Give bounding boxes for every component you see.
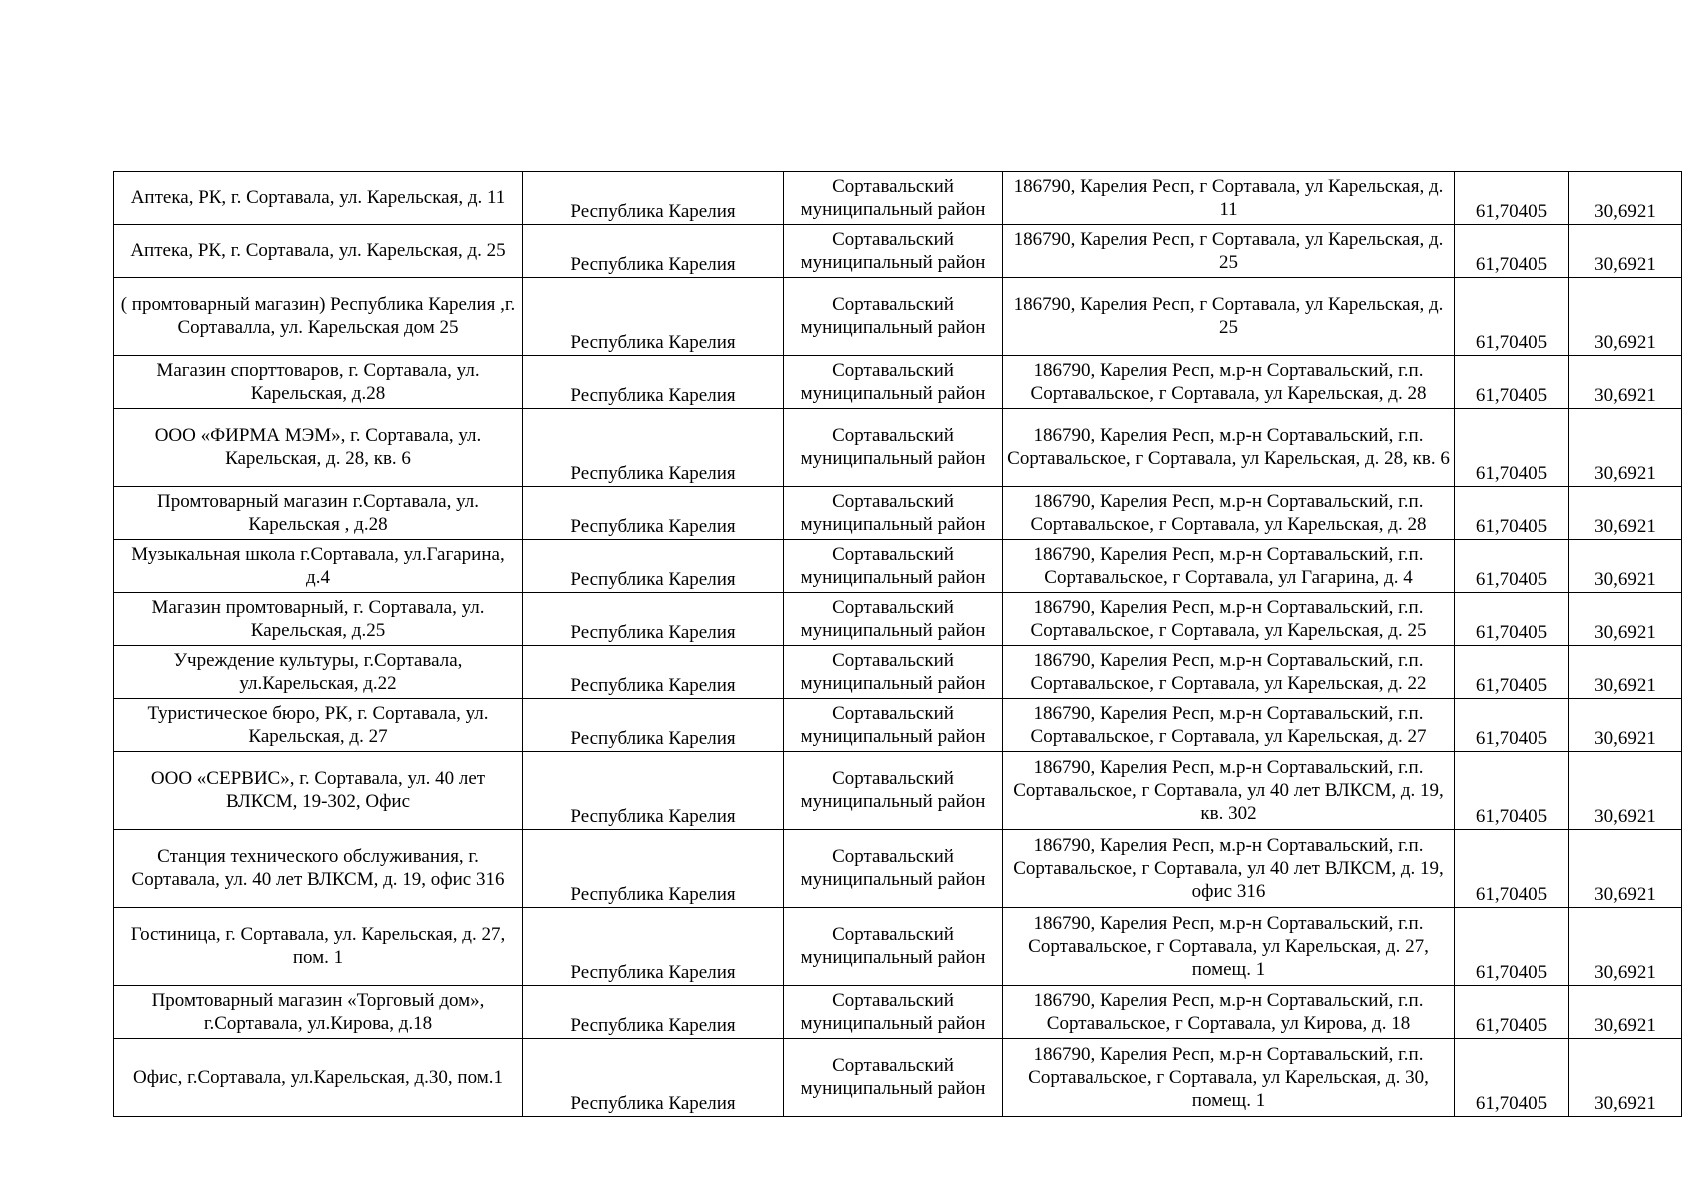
table-row bbox=[114, 830, 1682, 908]
data-table bbox=[113, 171, 1682, 1117]
address-cell: 186790, Карелия Респ, г Сортавала, ул Карельская, д. 25 bbox=[1003, 278, 1455, 356]
object-name-cell: Магазин спорттоваров, г. Сортавала, ул. Карельская, д.28 bbox=[114, 356, 523, 409]
region-cell: Республика Карелия bbox=[523, 487, 784, 540]
longitude-cell: 30,6921 bbox=[1569, 409, 1682, 487]
region-cell: Республика Карелия bbox=[523, 646, 784, 699]
region-cell: Республика Карелия bbox=[523, 699, 784, 752]
address-cell: 186790, Карелия Респ, м.р-н Сортавальский, г.п. Сортавальское, г Сортавала, ул Карельская, д. 28 bbox=[1003, 487, 1455, 540]
address-cell: 186790, Карелия Респ, г Сортавала, ул Карельская, д. 25 bbox=[1003, 225, 1455, 278]
address-cell: 186790, Карелия Респ, м.р-н Сортавальский, г.п. Сортавальское, г Сортавала, ул Гагарина, д. 4 bbox=[1003, 540, 1455, 593]
district-cell: Сортавальский муниципальный район bbox=[784, 646, 1003, 699]
longitude-cell: 30,6921 bbox=[1569, 830, 1682, 908]
table-row bbox=[114, 409, 1682, 487]
longitude-cell: 30,6921 bbox=[1569, 225, 1682, 278]
address-cell: 186790, Карелия Респ, м.р-н Сортавальский, г.п. Сортавальское, г Сортавала, ул 40 лет ВЛКСМ, д. 19, офис 316 bbox=[1003, 830, 1455, 908]
longitude-cell: 30,6921 bbox=[1569, 278, 1682, 356]
object-name-cell: ( промтоварный магазин) Республика Карелия ,г. Сортавалла, ул. Карельская дом 25 bbox=[114, 278, 523, 356]
address-cell: 186790, Карелия Респ, м.р-н Сортавальский, г.п. Сортавальское, г Сортавала, ул Карельская, д. 28 bbox=[1003, 356, 1455, 409]
latitude-cell: 61,70405 bbox=[1455, 699, 1569, 752]
address-cell: 186790, Карелия Респ, м.р-н Сортавальский, г.п. Сортавальское, г Сортавала, ул Карельская, д. 22 bbox=[1003, 646, 1455, 699]
object-name-cell: Станция технического обслуживания, г. Сортавала, ул. 40 лет ВЛКСМ, д. 19, офис 316 bbox=[114, 830, 523, 908]
object-name-cell: Промтоварный магазин «Торговый дом», г.Сортавала, ул.Кирова, д.18 bbox=[114, 986, 523, 1039]
table-row bbox=[114, 699, 1682, 752]
latitude-cell: 61,70405 bbox=[1455, 830, 1569, 908]
latitude-cell: 61,70405 bbox=[1455, 278, 1569, 356]
table-row bbox=[114, 278, 1682, 356]
table-row bbox=[114, 986, 1682, 1039]
latitude-cell: 61,70405 bbox=[1455, 908, 1569, 986]
region-cell: Республика Карелия bbox=[523, 540, 784, 593]
table-row bbox=[114, 356, 1682, 409]
address-cell: 186790, Карелия Респ, м.р-н Сортавальский, г.п. Сортавальское, г Сортавала, ул Карельская, д. 27 bbox=[1003, 699, 1455, 752]
latitude-cell: 61,70405 bbox=[1455, 487, 1569, 540]
object-name-cell: Аптека, РК, г. Сортавала, ул. Карельская, д. 11 bbox=[114, 172, 523, 225]
longitude-cell: 30,6921 bbox=[1569, 752, 1682, 830]
table-row bbox=[114, 172, 1682, 225]
longitude-cell: 30,6921 bbox=[1569, 986, 1682, 1039]
address-cell: 186790, Карелия Респ, м.р-н Сортавальский, г.п. Сортавальское, г Сортавала, ул Карельская, д. 25 bbox=[1003, 593, 1455, 646]
district-cell: Сортавальский муниципальный район bbox=[784, 593, 1003, 646]
longitude-cell: 30,6921 bbox=[1569, 908, 1682, 986]
district-cell: Сортавальский муниципальный район bbox=[784, 986, 1003, 1039]
address-cell: 186790, Карелия Респ, м.р-н Сортавальский, г.п. Сортавальское, г Сортавала, ул 40 лет ВЛКСМ, д. 19, кв. 302 bbox=[1003, 752, 1455, 830]
table-row bbox=[114, 752, 1682, 830]
table-row bbox=[114, 908, 1682, 986]
district-cell: Сортавальский муниципальный район bbox=[784, 356, 1003, 409]
district-cell: Сортавальский муниципальный район bbox=[784, 409, 1003, 487]
object-name-cell: Аптека, РК, г. Сортавала, ул. Карельская, д. 25 bbox=[114, 225, 523, 278]
district-cell: Сортавальский муниципальный район bbox=[784, 752, 1003, 830]
region-cell: Республика Карелия bbox=[523, 593, 784, 646]
district-cell: Сортавальский муниципальный район bbox=[784, 225, 1003, 278]
region-cell: Республика Карелия bbox=[523, 752, 784, 830]
latitude-cell: 61,70405 bbox=[1455, 646, 1569, 699]
region-cell: Республика Карелия bbox=[523, 986, 784, 1039]
district-cell: Сортавальский муниципальный район bbox=[784, 278, 1003, 356]
latitude-cell: 61,70405 bbox=[1455, 752, 1569, 830]
longitude-cell: 30,6921 bbox=[1569, 172, 1682, 225]
latitude-cell: 61,70405 bbox=[1455, 986, 1569, 1039]
region-cell: Республика Карелия bbox=[523, 409, 784, 487]
district-cell: Сортавальский муниципальный район bbox=[784, 172, 1003, 225]
table-row bbox=[114, 225, 1682, 278]
district-cell: Сортавальский муниципальный район bbox=[784, 540, 1003, 593]
district-cell: Сортавальский муниципальный район bbox=[784, 908, 1003, 986]
longitude-cell: 30,6921 bbox=[1569, 1039, 1682, 1117]
region-cell: Республика Карелия bbox=[523, 356, 784, 409]
latitude-cell: 61,70405 bbox=[1455, 409, 1569, 487]
latitude-cell: 61,70405 bbox=[1455, 172, 1569, 225]
object-name-cell: Промтоварный магазин г.Сортавала, ул. Карельская , д.28 bbox=[114, 487, 523, 540]
longitude-cell: 30,6921 bbox=[1569, 646, 1682, 699]
region-cell: Республика Карелия bbox=[523, 278, 784, 356]
district-cell: Сортавальский муниципальный район bbox=[784, 830, 1003, 908]
object-name-cell: Музыкальная школа г.Сортавала, ул.Гагарина, д.4 bbox=[114, 540, 523, 593]
table-row bbox=[114, 1039, 1682, 1117]
region-cell: Республика Карелия bbox=[523, 172, 784, 225]
object-name-cell: Учреждение культуры, г.Сортавала, ул.Карельская, д.22 bbox=[114, 646, 523, 699]
district-cell: Сортавальский муниципальный район bbox=[784, 699, 1003, 752]
district-cell: Сортавальский муниципальный район bbox=[784, 487, 1003, 540]
object-name-cell: Гостиница, г. Сортавала, ул. Карельская, д. 27, пом. 1 bbox=[114, 908, 523, 986]
table-row bbox=[114, 540, 1682, 593]
address-cell: 186790, Карелия Респ, г Сортавала, ул Карельская, д. 11 bbox=[1003, 172, 1455, 225]
latitude-cell: 61,70405 bbox=[1455, 540, 1569, 593]
address-cell: 186790, Карелия Респ, м.р-н Сортавальский, г.п. Сортавальское, г Сортавала, ул Карельская, д. 28, кв. 6 bbox=[1003, 409, 1455, 487]
longitude-cell: 30,6921 bbox=[1569, 699, 1682, 752]
longitude-cell: 30,6921 bbox=[1569, 356, 1682, 409]
region-cell: Республика Карелия bbox=[523, 830, 784, 908]
address-cell: 186790, Карелия Респ, м.р-н Сортавальский, г.п. Сортавальское, г Сортавала, ул Кирова, д. 18 bbox=[1003, 986, 1455, 1039]
longitude-cell: 30,6921 bbox=[1569, 593, 1682, 646]
table-row bbox=[114, 593, 1682, 646]
latitude-cell: 61,70405 bbox=[1455, 593, 1569, 646]
longitude-cell: 30,6921 bbox=[1569, 487, 1682, 540]
district-cell: Сортавальский муниципальный район bbox=[784, 1039, 1003, 1117]
table-row bbox=[114, 646, 1682, 699]
region-cell: Республика Карелия bbox=[523, 225, 784, 278]
object-name-cell: ООО «ФИРМА МЭМ», г. Сортавала, ул. Карельская, д. 28, кв. 6 bbox=[114, 409, 523, 487]
latitude-cell: 61,70405 bbox=[1455, 225, 1569, 278]
object-name-cell: Магазин промтоварный, г. Сортавала, ул. Карельская, д.25 bbox=[114, 593, 523, 646]
address-cell: 186790, Карелия Респ, м.р-н Сортавальский, г.п. Сортавальское, г Сортавала, ул Карельская, д. 27, помещ. 1 bbox=[1003, 908, 1455, 986]
object-name-cell: ООО «СЕРВИС», г. Сортавала, ул. 40 лет ВЛКСМ, 19-302, Офис bbox=[114, 752, 523, 830]
longitude-cell: 30,6921 bbox=[1569, 540, 1682, 593]
region-cell: Республика Карелия bbox=[523, 908, 784, 986]
table-row bbox=[114, 487, 1682, 540]
latitude-cell: 61,70405 bbox=[1455, 356, 1569, 409]
object-name-cell: Туристическое бюро, РК, г. Сортавала, ул. Карельская, д. 27 bbox=[114, 699, 523, 752]
address-cell: 186790, Карелия Респ, м.р-н Сортавальский, г.п. Сортавальское, г Сортавала, ул Карельская, д. 30, помещ. 1 bbox=[1003, 1039, 1455, 1117]
region-cell: Республика Карелия bbox=[523, 1039, 784, 1117]
latitude-cell: 61,70405 bbox=[1455, 1039, 1569, 1117]
object-name-cell: Офис, г.Сортавала, ул.Карельская, д.30, пом.1 bbox=[114, 1039, 523, 1117]
